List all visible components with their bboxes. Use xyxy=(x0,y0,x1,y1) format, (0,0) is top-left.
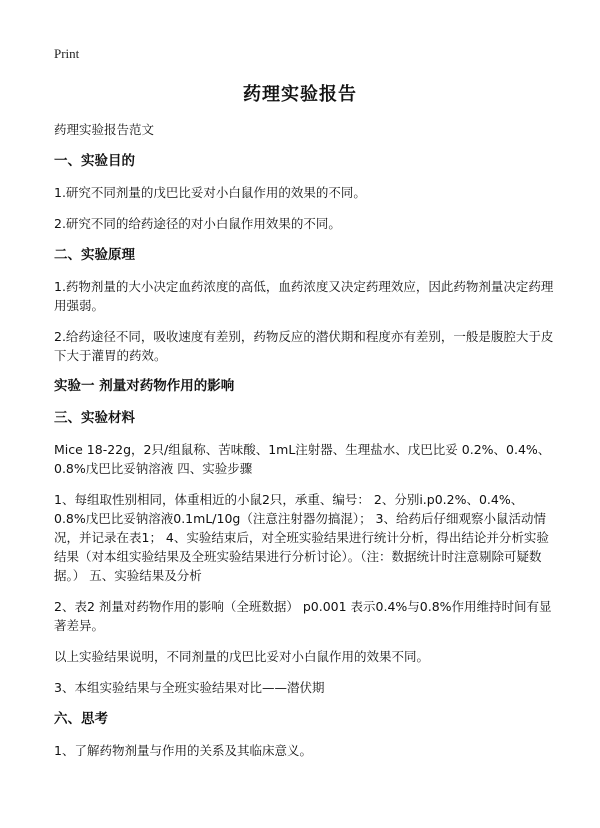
section-heading-purpose: 一、实验目的 xyxy=(54,153,135,169)
document-subtitle: 药理实验报告范文 xyxy=(54,122,155,137)
document-body xyxy=(54,120,554,772)
document-title: 药理实验报告 xyxy=(243,84,357,105)
section-heading-principle: 二、实验原理 xyxy=(54,247,135,263)
section-heading-materials: 三、实验材料 xyxy=(54,410,135,426)
purpose-item-2: 2.研究不同的给药途径的对小白鼠作用效果的不同。 xyxy=(54,216,341,231)
thinking-item-1: 1、了解药物剂量与作用的关系及其临床意义。 xyxy=(54,743,312,758)
comparison-paragraph: 3、本组实验结果与全班实验结果对比——潜伏期 xyxy=(54,680,325,695)
conclusion-paragraph: 以上实验结果说明，不同剂量的戊巴比妥对小白鼠作用的效果不同。 xyxy=(54,649,430,664)
experiment-heading: 实验一 剂量对药物作用的影响 xyxy=(54,378,235,394)
print-label: Print xyxy=(54,46,80,61)
principle-item-1: 1.药物剂量的大小决定血药浓度的高低，血药浓度又决定药理效应，因此药物剂量决定药理用强弱。 xyxy=(54,279,554,313)
principle-item-2: 2.给药途径不同，吸收速度有差别，药物反应的潜伏期和程度亦有差别，一般是腹腔大于皮下大于灌胃的药效。 xyxy=(54,329,554,363)
steps-paragraph: 1、每组取性别相同，体重相近的小鼠2只，承重、编号： 2、分别i.p0.2%、0.4%、0.8%戊巴比妥钠溶液0.1mL/10g（注意注射器勿搞混）； 3、给药后仔细观察小鼠活动情况，并记录在表1； 4、实验结束后，对全班实验结果进行统计分析，得出结论并分析实验结果（对本组实验结果及全班实验结果进行分析讨论）。（注：数据统计时注意剔除可疑数据。） 五、实验结果及分析 xyxy=(54,492,549,583)
section-heading-thinking: 六、思考 xyxy=(54,711,108,727)
materials-paragraph: Mice 18-22g，2只/组鼠称、苦味酸、1mL注射器、生理盐水、戊巴比妥 0.2%、0.4%、0.8%戊巴比妥钠溶液 四、实验步骤 xyxy=(54,442,551,476)
purpose-item-1: 1.研究不同剂量的戊巴比妥对小白鼠作用的效果的不同。 xyxy=(54,185,366,200)
result-table-paragraph: 2、表2 剂量对药物作用的影响（全班数据） p0.001 表示0.4%与0.8%作用维持时间有显著差异。 xyxy=(54,599,552,633)
